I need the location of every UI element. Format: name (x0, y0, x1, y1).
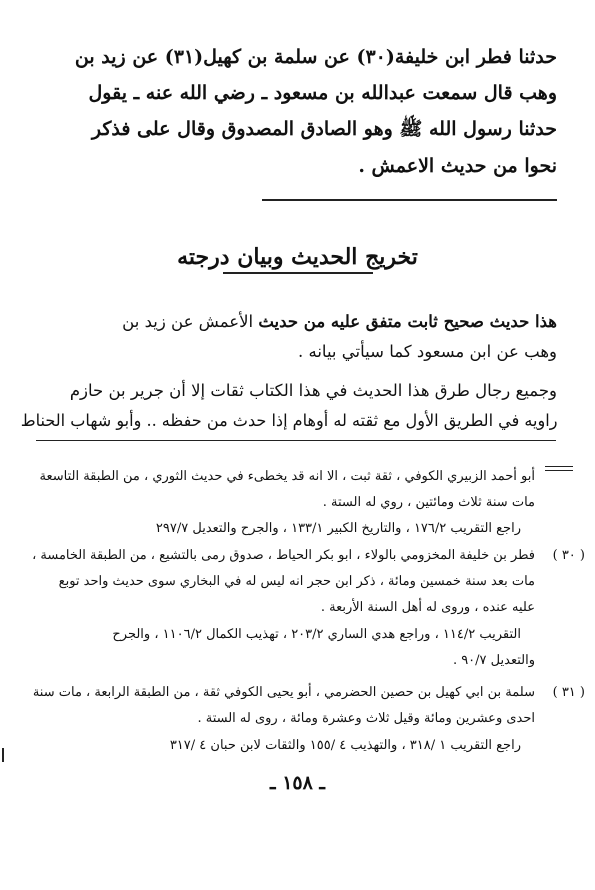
footnote-30-line-2: مات بعد سنة خمسين ومائة ، ذكر ابن حجر انه ليس له في البخاري سوى حديث واحد توبع (58, 574, 535, 589)
narrators-line-2: راويه في الطريق الأول مع ثقته له أوهام إذا حدث من حفظه .. وأبو شهاب الحناط (20, 411, 557, 430)
footnote-30-line-4: التقريب ١١٤/٢ ، وراجع هدي الساري ٢٠٣/٢ ، تهذيب الكمال ١١٠٦/٢ ، والجرح (112, 627, 521, 642)
footnote-30-line-1: فطر بن خليفة المخزومي بالولاء ، ابو بكر الحياط ، صدوق رمى بالتشيع ، من الطبقة الخامسة ، (32, 548, 535, 563)
footnote-31-line-1: سلمة بن ابي كهيل بن حصين الحضرمي ، أبو يحيى الكوفي ثقة ، من الطبقة الرابعة ، مات سنة (32, 685, 535, 700)
footnote-31-line-3: راجع التقريب ١ /٣١٨ ، والتهذيب ٤ /١٥٥ والثقات لابن حبان ٤ /٣١٧ (169, 738, 521, 753)
footnote-1-line-3: راجع التقريب ١٧٦/٢ ، والتاريخ الكبير ١٣٣/١ ، والجرح والتعديل ٢٩٧/٧ (155, 521, 521, 536)
ruling-lead-bold: هذا حديث صحيح ثابت متفق عليه من حديث (258, 312, 557, 331)
top-paragraph-line-1: حدثنا فطر ابن خليفة(٣٠) عن سلمة بن كهيل(٣١) عن زيد بن (74, 46, 557, 68)
page-number: ـ ١٥٨ ـ (270, 772, 325, 794)
top-paragraph-line-3: حدثنا رسول الله ﷺ وهو الصادق المصدوق وقال على فذكر (91, 118, 557, 140)
footnote-30-line-3: عليه عنده ، وروى له أهل السنة الأربعة . (320, 600, 535, 615)
footnote-1-line-2: مات سنة ثلاث ومائتين ، روي له الستة . (322, 495, 535, 510)
ruling-line-1 (122, 314, 557, 331)
section-heading-text: تخريج الحديث وبيان درجته (177, 244, 418, 270)
section-heading (0, 244, 595, 274)
ruling-line-2: وهب عن ابن مسعود كما سيأتي بيانه . (298, 342, 557, 361)
top-paragraph-line-2: وهب قال سمعت عبدالله بن مسعود ـ رضي الله عنه ـ يقول (88, 82, 557, 104)
narrators-line-1: وجميع رجال طرق هذا الحديث في هذا الكتاب ثقات إلا أن جرير بن حازم (69, 381, 557, 400)
footnote-31-line-2: احدى وعشرين ومائة وقيل ثلاث وعشرة ومائة ، روى له الستة . (197, 711, 535, 726)
section-divider (262, 199, 557, 201)
top-paragraph-line-4: نحوا من حديث الاعمش . (358, 155, 557, 177)
ruling-lead-rest: الأعمش عن زيد بن (122, 312, 259, 331)
footnote-31-marker: ( ٣١ ) (552, 685, 585, 700)
footnote-30-marker: ( ٣٠ ) (552, 548, 585, 563)
footnote-1-line-1: أبو أحمد الزبيري الكوفي ، ثقة ثبت ، الا انه قد يخطىء في حديث الثوري ، من الطبقة التاسعة (39, 469, 535, 484)
footnote-separator (36, 440, 556, 441)
margin-mark (2, 748, 4, 762)
continuation-mark (545, 466, 573, 471)
footnote-30-line-5: والتعديل ٩٠/٧ . (452, 653, 535, 668)
heading-underline (223, 272, 373, 274)
